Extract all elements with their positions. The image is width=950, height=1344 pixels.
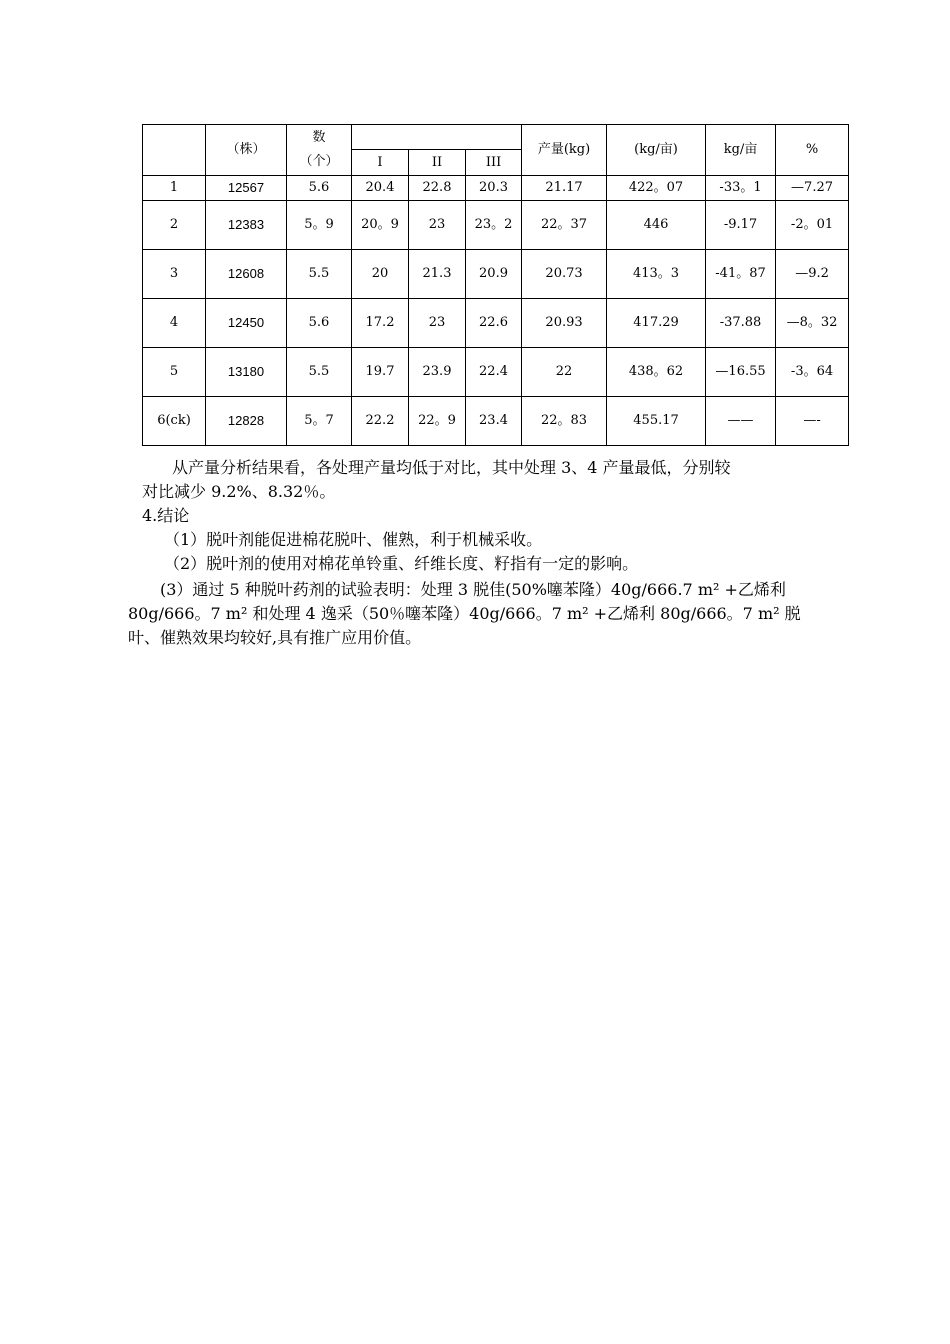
cell-diff: -41。87	[706, 250, 776, 299]
cell-no: 3	[143, 250, 206, 299]
conclusion-item-3	[128, 578, 864, 650]
header-bolls-line2: （个）	[299, 154, 339, 169]
header-yield-mu: (kg/亩)	[607, 125, 706, 176]
cell-rep-3: 23。2	[466, 201, 522, 250]
header-plants: （株）	[206, 125, 287, 176]
table-row	[143, 299, 849, 348]
cell-per-mu: 413。3	[607, 250, 706, 299]
cell-no: 1	[143, 176, 206, 201]
cell-pct: -3。64	[776, 348, 849, 397]
conclusion-heading: 4.结论	[142, 506, 190, 525]
conclusion-item-1: （1）脱叶剂能促进棉花脱叶、催熟，利于机械采收。	[164, 530, 543, 549]
cell-per-mu: 455.17	[607, 397, 706, 446]
cell-yield: 22	[522, 348, 607, 397]
analysis-line-1: 从产量分析结果看，各处理产量均低于对比，其中处理 3、4 产量最低，分别较	[172, 458, 731, 477]
cell-bolls: 5.5	[287, 250, 352, 299]
cell-rep-1: 20.4	[352, 176, 409, 201]
cell-bolls: 5。7	[287, 397, 352, 446]
header-rep-3: III	[466, 150, 522, 176]
cell-bolls: 5。9	[287, 201, 352, 250]
cell-rep-2: 21.3	[409, 250, 466, 299]
table-header-row	[143, 125, 849, 150]
header-yield-kg: 产量(kg)	[522, 125, 607, 176]
header-pct: %	[776, 125, 849, 176]
cell-rep-2: 22。9	[409, 397, 466, 446]
cell-pct: —-	[776, 397, 849, 446]
cell-no: 5	[143, 348, 206, 397]
cell-rep-2: 23.9	[409, 348, 466, 397]
cell-bolls: 5.6	[287, 176, 352, 201]
cell-rep-1: 20	[352, 250, 409, 299]
cell-per-mu: 438。62	[607, 348, 706, 397]
cell-per-mu: 446	[607, 201, 706, 250]
cell-bolls: 5.6	[287, 299, 352, 348]
cell-diff: -33。1	[706, 176, 776, 201]
cell-no: 2	[143, 201, 206, 250]
cell-bolls: 5.5	[287, 348, 352, 397]
cell-pct: —9.2	[776, 250, 849, 299]
cell-rep-1: 22.2	[352, 397, 409, 446]
header-no	[143, 125, 206, 176]
table-row	[143, 250, 849, 299]
cell-rep-3: 22.6	[466, 299, 522, 348]
cell-rep-1: 17.2	[352, 299, 409, 348]
conclusion-3-line-3: 叶、催熟效果均较好,具有推广应用价值。	[128, 628, 422, 647]
cell-no: 6(ck)	[143, 397, 206, 446]
cell-plants: 12383	[206, 201, 287, 250]
header-rep-2: II	[409, 150, 466, 176]
table-row	[143, 201, 849, 250]
table-row	[143, 348, 849, 397]
cell-plants: 12450	[206, 299, 287, 348]
cell-yield: 21.17	[522, 176, 607, 201]
cell-diff: ——	[706, 397, 776, 446]
header-diff-mu: kg/亩	[706, 125, 776, 176]
cell-plants: 13180	[206, 348, 287, 397]
cell-rep-2: 22.8	[409, 176, 466, 201]
cell-yield: 22。37	[522, 201, 607, 250]
cell-pct: —7.27	[776, 176, 849, 201]
cell-rep-2: 23	[409, 299, 466, 348]
cell-yield: 20.93	[522, 299, 607, 348]
cell-per-mu: 417.29	[607, 299, 706, 348]
cell-rep-3: 22.4	[466, 348, 522, 397]
conclusion-3-line-2: 80g/666。7 m² 和处理 4 逸采（50％噻苯隆）40g/666。7 m² +乙烯利 80g/666。7 m² 脱	[128, 604, 801, 623]
cell-diff: -9.17	[706, 201, 776, 250]
cell-plants: 12828	[206, 397, 287, 446]
cell-rep-3: 20.9	[466, 250, 522, 299]
cell-rep-2: 23	[409, 201, 466, 250]
table-row	[143, 397, 849, 446]
cell-rep-3: 20.3	[466, 176, 522, 201]
cell-diff: —16.55	[706, 348, 776, 397]
cell-rep-3: 23.4	[466, 397, 522, 446]
analysis-paragraph	[128, 456, 864, 504]
conclusion-item-2: （2）脱叶剂的使用对棉花单铃重、纤维长度、籽指有一定的影响。	[164, 554, 639, 573]
cell-pct: -2。01	[776, 201, 849, 250]
cell-pct: —8。32	[776, 299, 849, 348]
conclusion-3-line-1: (3）通过 5 种脱叶药剂的试验表明：处理 3 脱佳(50%噻苯隆）40g/666.7 m² +乙烯利	[160, 580, 786, 599]
cell-diff: -37.88	[706, 299, 776, 348]
header-bolls-line1: 数	[312, 130, 326, 145]
header-rep-1: I	[352, 150, 409, 176]
table-row	[143, 176, 849, 201]
cell-yield: 20.73	[522, 250, 607, 299]
cell-per-mu: 422。07	[607, 176, 706, 201]
analysis-line-2: 对比减少 9.2%、8.32％。	[142, 482, 336, 501]
cell-yield: 22。83	[522, 397, 607, 446]
cell-rep-1: 20。9	[352, 201, 409, 250]
yield-table	[142, 124, 849, 446]
cell-rep-1: 19.7	[352, 348, 409, 397]
header-bolls	[287, 125, 352, 176]
cell-no: 4	[143, 299, 206, 348]
cell-plants: 12608	[206, 250, 287, 299]
header-reps-group	[352, 125, 522, 150]
cell-plants: 12567	[206, 176, 287, 201]
